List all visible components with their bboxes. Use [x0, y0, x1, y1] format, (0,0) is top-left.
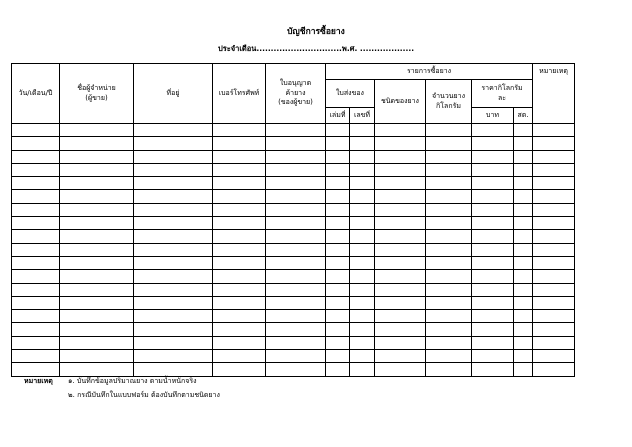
table-cell[interactable] — [266, 190, 326, 203]
table-row — [12, 203, 575, 216]
table-cell[interactable] — [60, 190, 134, 203]
table-cell[interactable] — [533, 124, 575, 137]
table-cell[interactable] — [426, 296, 472, 309]
table-cell[interactable] — [472, 203, 514, 216]
table-cell[interactable] — [375, 323, 426, 336]
table-cell[interactable] — [533, 177, 575, 190]
table-cell[interactable] — [326, 137, 350, 150]
table-cell[interactable] — [514, 310, 533, 323]
table-cell[interactable] — [326, 350, 350, 363]
table-cell[interactable] — [426, 217, 472, 230]
table-cell[interactable] — [350, 230, 375, 243]
header-date: วัน/เดือน/ปี — [12, 64, 60, 124]
table-cell[interactable] — [326, 243, 350, 256]
table-cell[interactable] — [134, 150, 213, 163]
table-cell[interactable] — [213, 150, 266, 163]
table-cell[interactable] — [514, 203, 533, 216]
table-cell[interactable] — [514, 163, 533, 176]
table-cell[interactable] — [326, 217, 350, 230]
table-cell[interactable] — [134, 124, 213, 137]
table-cell[interactable] — [533, 163, 575, 176]
table-cell[interactable] — [426, 336, 472, 349]
table-cell[interactable] — [514, 243, 533, 256]
table-cell[interactable] — [326, 310, 350, 323]
table-cell[interactable] — [12, 124, 60, 137]
table-row — [12, 283, 575, 296]
table-cell[interactable] — [514, 124, 533, 137]
table-cell[interactable] — [533, 310, 575, 323]
table-cell[interactable] — [350, 256, 375, 269]
table-cell[interactable] — [134, 310, 213, 323]
table-cell[interactable] — [472, 323, 514, 336]
table-cell[interactable] — [134, 137, 213, 150]
table-cell[interactable] — [472, 190, 514, 203]
table-cell[interactable] — [426, 230, 472, 243]
table-cell[interactable] — [12, 256, 60, 269]
header-license-line1: ใบอนุญาต — [279, 79, 312, 88]
table-cell[interactable] — [514, 350, 533, 363]
header-price-line1: ราคากิโลกรัม — [481, 84, 523, 93]
table-cell[interactable] — [326, 296, 350, 309]
table-cell[interactable] — [134, 217, 213, 230]
table-cell[interactable] — [350, 177, 375, 190]
table-cell[interactable] — [12, 150, 60, 163]
ledger-body — [12, 124, 575, 377]
table-cell[interactable] — [472, 124, 514, 137]
table-cell[interactable] — [266, 217, 326, 230]
table-cell[interactable] — [514, 217, 533, 230]
table-cell[interactable] — [134, 190, 213, 203]
header-purchase-list: รายการซื้อยาง — [326, 64, 533, 80]
table-cell[interactable] — [472, 163, 514, 176]
table-cell[interactable] — [134, 243, 213, 256]
table-cell[interactable] — [213, 124, 266, 137]
table-cell[interactable] — [266, 243, 326, 256]
table-cell[interactable] — [266, 350, 326, 363]
table-cell[interactable] — [60, 336, 134, 349]
table-cell[interactable] — [472, 137, 514, 150]
table-row — [12, 256, 575, 269]
table-cell[interactable] — [426, 283, 472, 296]
table-cell[interactable] — [533, 217, 575, 230]
table-cell[interactable] — [514, 230, 533, 243]
table-cell[interactable] — [426, 190, 472, 203]
table-cell[interactable] — [60, 243, 134, 256]
table-cell[interactable] — [266, 137, 326, 150]
table-cell[interactable] — [375, 217, 426, 230]
table-cell[interactable] — [375, 270, 426, 283]
table-cell[interactable] — [60, 323, 134, 336]
table-cell[interactable] — [12, 283, 60, 296]
table-cell[interactable] — [472, 336, 514, 349]
table-cell[interactable] — [266, 177, 326, 190]
table-cell[interactable] — [326, 124, 350, 137]
table-cell[interactable] — [12, 310, 60, 323]
table-cell[interactable] — [60, 270, 134, 283]
table-cell[interactable] — [213, 137, 266, 150]
header-license-line3: (ของผู้ขาย) — [278, 98, 313, 107]
header-quantity-line1: จำนวนยาง — [432, 92, 465, 101]
table-cell[interactable] — [266, 150, 326, 163]
table-cell[interactable] — [12, 217, 60, 230]
table-cell[interactable] — [472, 350, 514, 363]
table-cell[interactable] — [266, 310, 326, 323]
table-cell[interactable] — [426, 256, 472, 269]
table-cell[interactable] — [60, 177, 134, 190]
table-cell[interactable] — [134, 283, 213, 296]
table-cell[interactable] — [326, 283, 350, 296]
table-cell[interactable] — [266, 230, 326, 243]
table-cell[interactable] — [533, 137, 575, 150]
table-cell[interactable] — [514, 336, 533, 349]
table-cell[interactable] — [533, 283, 575, 296]
header-phone: เบอร์โทรศัพท์ — [213, 64, 266, 124]
table-cell[interactable] — [213, 310, 266, 323]
table-cell[interactable] — [533, 243, 575, 256]
header-quantity-line2: กิโลกรัม — [436, 101, 461, 110]
table-cell[interactable] — [12, 163, 60, 176]
table-cell[interactable] — [266, 336, 326, 349]
table-cell[interactable] — [134, 230, 213, 243]
table-cell[interactable] — [426, 150, 472, 163]
table-cell[interactable] — [514, 363, 533, 376]
table-row — [12, 243, 575, 256]
table-cell[interactable] — [533, 350, 575, 363]
table-cell[interactable] — [60, 124, 134, 137]
table-cell[interactable] — [12, 203, 60, 216]
table-cell[interactable] — [375, 310, 426, 323]
table-cell[interactable] — [375, 190, 426, 203]
table-cell[interactable] — [350, 163, 375, 176]
purchase-ledger-table — [11, 63, 575, 377]
table-cell[interactable] — [12, 270, 60, 283]
table-cell[interactable] — [472, 150, 514, 163]
table-cell[interactable] — [472, 296, 514, 309]
table-cell[interactable] — [60, 137, 134, 150]
header-price-per-kg — [472, 80, 533, 108]
table-cell[interactable] — [426, 203, 472, 216]
table-cell[interactable] — [213, 217, 266, 230]
table-cell[interactable] — [326, 190, 350, 203]
table-row — [12, 217, 575, 230]
table-cell[interactable] — [350, 363, 375, 376]
table-row — [12, 190, 575, 203]
table-cell[interactable] — [213, 256, 266, 269]
table-cell[interactable] — [426, 270, 472, 283]
table-cell[interactable] — [533, 270, 575, 283]
table-cell[interactable] — [60, 310, 134, 323]
table-cell[interactable] — [12, 137, 60, 150]
table-cell[interactable] — [213, 283, 266, 296]
table-cell[interactable] — [375, 363, 426, 376]
header-license-line2: ค้ายาง — [285, 88, 306, 97]
table-cell[interactable] — [514, 256, 533, 269]
table-row — [12, 177, 575, 190]
table-cell[interactable] — [533, 323, 575, 336]
table-cell[interactable] — [472, 310, 514, 323]
table-cell[interactable] — [375, 283, 426, 296]
table-cell[interactable] — [213, 177, 266, 190]
table-cell[interactable] — [213, 163, 266, 176]
table-cell[interactable] — [60, 163, 134, 176]
table-cell[interactable] — [472, 363, 514, 376]
table-cell[interactable] — [60, 296, 134, 309]
table-cell[interactable] — [12, 350, 60, 363]
table-cell[interactable] — [266, 256, 326, 269]
table-cell[interactable] — [375, 296, 426, 309]
table-cell[interactable] — [350, 323, 375, 336]
table-cell[interactable] — [472, 270, 514, 283]
table-cell[interactable] — [426, 310, 472, 323]
table-cell[interactable] — [134, 350, 213, 363]
table-cell[interactable] — [426, 137, 472, 150]
header-satang: สต. — [514, 108, 533, 124]
table-cell[interactable] — [375, 203, 426, 216]
table-cell[interactable] — [472, 217, 514, 230]
table-cell[interactable] — [375, 336, 426, 349]
table-cell[interactable] — [426, 363, 472, 376]
table-cell[interactable] — [533, 336, 575, 349]
table-cell[interactable] — [266, 163, 326, 176]
table-cell[interactable] — [514, 150, 533, 163]
table-cell[interactable] — [426, 243, 472, 256]
table-cell[interactable] — [12, 296, 60, 309]
table-cell[interactable] — [350, 270, 375, 283]
table-cell[interactable] — [533, 256, 575, 269]
table-cell[interactable] — [213, 270, 266, 283]
table-cell[interactable] — [350, 203, 375, 216]
table-cell[interactable] — [266, 203, 326, 216]
table-cell[interactable] — [472, 230, 514, 243]
table-cell[interactable] — [350, 124, 375, 137]
table-cell[interactable] — [514, 270, 533, 283]
table-cell[interactable] — [134, 163, 213, 176]
table-cell[interactable] — [326, 270, 350, 283]
table-cell[interactable] — [60, 283, 134, 296]
table-cell[interactable] — [350, 217, 375, 230]
header-rubber-type: ชนิดของยาง — [375, 80, 426, 124]
table-cell[interactable] — [514, 283, 533, 296]
table-row — [12, 124, 575, 137]
header-license — [266, 64, 326, 124]
header-book-no: เล่มที่ — [326, 108, 350, 124]
header-seller-name-line1: ชื่อผู้จำหน่าย — [77, 84, 116, 93]
table-cell[interactable] — [533, 190, 575, 203]
table-cell[interactable] — [326, 177, 350, 190]
table-row — [12, 230, 575, 243]
notes-label: หมายเหตุ — [24, 377, 53, 385]
period-line: ประจำเดือน..............................พ.ศ. ................... — [217, 44, 415, 53]
table-cell[interactable] — [375, 137, 426, 150]
table-cell[interactable] — [472, 256, 514, 269]
table-cell[interactable] — [375, 230, 426, 243]
table-cell[interactable] — [350, 137, 375, 150]
table-cell[interactable] — [350, 296, 375, 309]
note-item-2: ๒. กรณีบันทึกในแบบฟอร์ม ต้องบันทึกตามชนิดยาง — [68, 391, 220, 399]
header-address: ที่อยู่ — [134, 64, 213, 124]
table-cell[interactable] — [533, 296, 575, 309]
table-cell[interactable] — [326, 163, 350, 176]
table-cell[interactable] — [375, 243, 426, 256]
page-title: บัญชีการซื้อยาง — [287, 27, 345, 37]
table-cell[interactable] — [12, 323, 60, 336]
table-cell[interactable] — [375, 163, 426, 176]
table-cell[interactable] — [326, 323, 350, 336]
table-cell[interactable] — [12, 230, 60, 243]
table-row — [12, 350, 575, 363]
table-cell[interactable] — [60, 217, 134, 230]
header-delivery-note: ใบส่งของ — [326, 80, 375, 108]
table-cell[interactable] — [213, 230, 266, 243]
table-cell[interactable] — [60, 203, 134, 216]
header-baht: บาท — [472, 108, 514, 124]
table-cell[interactable] — [213, 350, 266, 363]
header-number-no: เลขที่ — [350, 108, 375, 124]
table-cell[interactable] — [12, 336, 60, 349]
table-cell[interactable] — [134, 270, 213, 283]
table-cell[interactable] — [134, 296, 213, 309]
table-cell[interactable] — [266, 270, 326, 283]
table-cell[interactable] — [426, 323, 472, 336]
table-cell[interactable] — [350, 190, 375, 203]
table-cell[interactable] — [12, 177, 60, 190]
header-quantity — [426, 80, 472, 124]
table-cell[interactable] — [426, 163, 472, 176]
table-cell[interactable] — [134, 203, 213, 216]
table-cell[interactable] — [375, 350, 426, 363]
table-cell[interactable] — [350, 336, 375, 349]
table-row — [12, 296, 575, 309]
table-cell[interactable] — [326, 336, 350, 349]
table-cell[interactable] — [266, 283, 326, 296]
table-cell[interactable] — [134, 256, 213, 269]
table-cell[interactable] — [375, 150, 426, 163]
table-cell[interactable] — [12, 243, 60, 256]
header-seller-name — [60, 64, 134, 124]
table-cell[interactable] — [134, 323, 213, 336]
table-cell[interactable] — [426, 177, 472, 190]
table-cell[interactable] — [350, 283, 375, 296]
table-cell[interactable] — [213, 190, 266, 203]
table-cell[interactable] — [213, 336, 266, 349]
table-cell[interactable] — [326, 203, 350, 216]
table-cell[interactable] — [472, 283, 514, 296]
table-row — [12, 163, 575, 176]
table-cell[interactable] — [426, 124, 472, 137]
table-cell[interactable] — [375, 256, 426, 269]
table-cell[interactable] — [514, 177, 533, 190]
table-cell[interactable] — [514, 137, 533, 150]
table-cell[interactable] — [60, 230, 134, 243]
table-cell[interactable] — [60, 350, 134, 363]
table-cell[interactable] — [213, 203, 266, 216]
table-cell[interactable] — [533, 230, 575, 243]
table-cell[interactable] — [326, 363, 350, 376]
table-cell[interactable] — [533, 150, 575, 163]
table-row — [12, 270, 575, 283]
table-cell[interactable] — [350, 243, 375, 256]
table-cell[interactable] — [326, 150, 350, 163]
table-cell[interactable] — [134, 177, 213, 190]
table-cell[interactable] — [12, 190, 60, 203]
table-cell[interactable] — [472, 243, 514, 256]
table-cell[interactable] — [134, 336, 213, 349]
note-item-1: ๑. บันทึกข้อมูลปริมาณยาง ตามน้ำหนักจริง — [68, 377, 197, 385]
table-cell[interactable] — [213, 363, 266, 376]
header-remarks: หมายเหตุ — [533, 64, 575, 124]
table-row — [12, 336, 575, 349]
header-price-line2: ละ — [497, 93, 507, 102]
table-cell[interactable] — [60, 150, 134, 163]
table-cell[interactable] — [326, 230, 350, 243]
table-cell[interactable] — [375, 124, 426, 137]
table-cell[interactable] — [533, 203, 575, 216]
table-cell[interactable] — [426, 350, 472, 363]
table-cell[interactable] — [350, 310, 375, 323]
table-row — [12, 310, 575, 323]
table-cell[interactable] — [375, 177, 426, 190]
header-seller-name-line2: (ผู้ขาย) — [85, 93, 108, 102]
table-cell[interactable] — [472, 177, 514, 190]
table-cell[interactable] — [213, 243, 266, 256]
table-cell[interactable] — [350, 350, 375, 363]
table-cell[interactable] — [533, 363, 575, 376]
table-cell[interactable] — [60, 256, 134, 269]
table-cell[interactable] — [266, 323, 326, 336]
table-cell[interactable] — [213, 296, 266, 309]
table-cell[interactable] — [213, 323, 266, 336]
table-cell[interactable] — [514, 323, 533, 336]
table-cell[interactable] — [514, 296, 533, 309]
table-cell[interactable] — [326, 256, 350, 269]
table-row — [12, 150, 575, 163]
table-cell[interactable] — [266, 124, 326, 137]
table-cell[interactable] — [266, 363, 326, 376]
table-row — [12, 323, 575, 336]
table-cell[interactable] — [266, 296, 326, 309]
table-cell[interactable] — [514, 190, 533, 203]
table-row — [12, 137, 575, 150]
table-cell[interactable] — [350, 150, 375, 163]
